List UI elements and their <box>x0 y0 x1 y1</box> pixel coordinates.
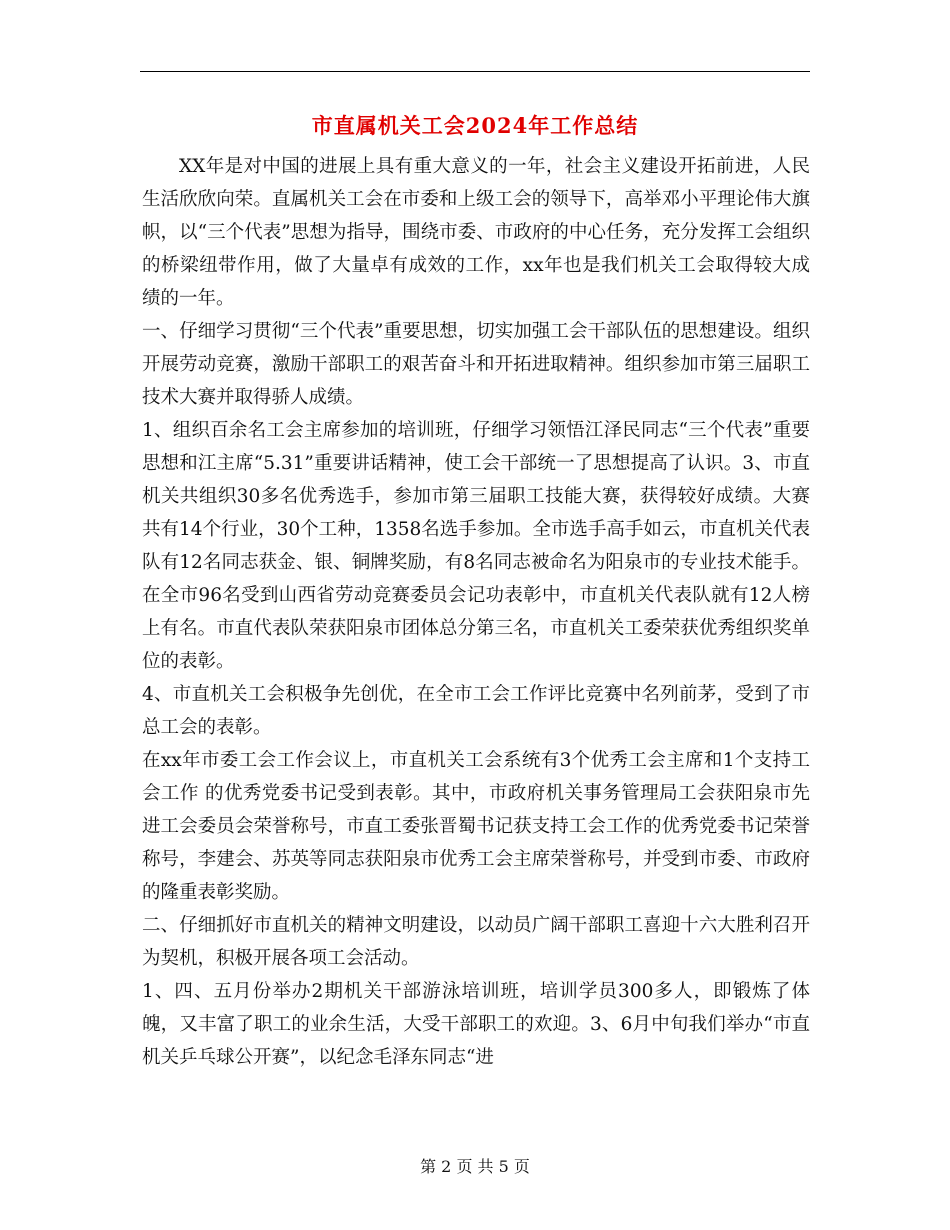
page-number: 第 2 页 共 5 页 <box>420 1157 530 1176</box>
paragraph: 在xx年市委工会工作会议上，市直机关工会系统有3个优秀工会主席和1个支持工会工作 的优秀党委书记受到表彰。其中，市政府机关事务管理局工会获阳泉市先进工会委员会荣誉称号，市直工委张晋蜀书记获支持工会工作的优秀党委书记荣誉称号，李建会、苏英等同志获阳泉市优秀工会主席荣誉称号，并受到市委、市政府的隆重表彰奖励。 <box>142 750 810 903</box>
header-rule <box>140 71 810 72</box>
document-body <box>142 150 810 1074</box>
paragraph: 1、四、五月份举办2期机关干部游泳培训班，培训学员300多人，即锻炼了体魄，又丰富了职工的业余生活，大受干部职工的欢迎。3、6月中旬我们举办“市直机关乒乓球公开赛”，以纪念毛泽东同志“进 <box>142 981 810 1068</box>
paragraph: 一、仔细学习贯彻“三个代表”重要思想，切实加强工会干部队伍的思想建设。组织开展劳动竞赛，激励干部职工的艰苦奋斗和开拓进取精神。组织参加市第三届职工技术大赛并取得骄人成绩。 <box>142 321 810 408</box>
paragraph: 二、仔细抓好市直机关的精神文明建设，以动员广阔干部职工喜迎十六大胜利召开为契机，积极开展各项工会活动。 <box>142 915 810 969</box>
document-title: 市直属机关工会2024年工作总结 <box>311 113 639 138</box>
paragraph: 4、市直机关工会积极争先创优，在全市工会工作评比竞赛中名列前茅，受到了市总工会的表彰。 <box>142 684 810 738</box>
paragraph: XX年是对中国的进展上具有重大意义的一年，社会主义建设开拓前进，人民生活欣欣向荣。直属机关工会在市委和上级工会的领导下，高举邓小平理论伟大旗帜，以“三个代表”思想为指导，围绕市委、市政府的中心任务，充分发挥工会组织的桥梁纽带作用，做了大量卓有成效的工作，xx年也是我们机关工会取得较大成绩的一年。 <box>142 156 810 309</box>
paragraph: 1、组织百余名工会主席参加的培训班，仔细学习领悟江泽民同志“三个代表”重要思想和江主席“5.31”重要讲话精神，使工会干部统一了思想提高了认识。3、市直机关共组织30多名优秀选手，参加市第三届职工技能大赛，获得较好成绩。大赛共有14个行业，30个工种，1358名选手参加。全市选手高手如云，市直机关代表队有12名同志获金、银、铜牌奖励，有8名同志被命名为阳泉市的专业技术能手。在全市96名受到山西省劳动竞赛委员会记功表彰中，市直机关代表队就有12人榜上有名。市直代表队荣获阳泉市团体总分第三名，市直机关工委荣获优秀组织奖单位的表彰。 <box>142 420 810 672</box>
